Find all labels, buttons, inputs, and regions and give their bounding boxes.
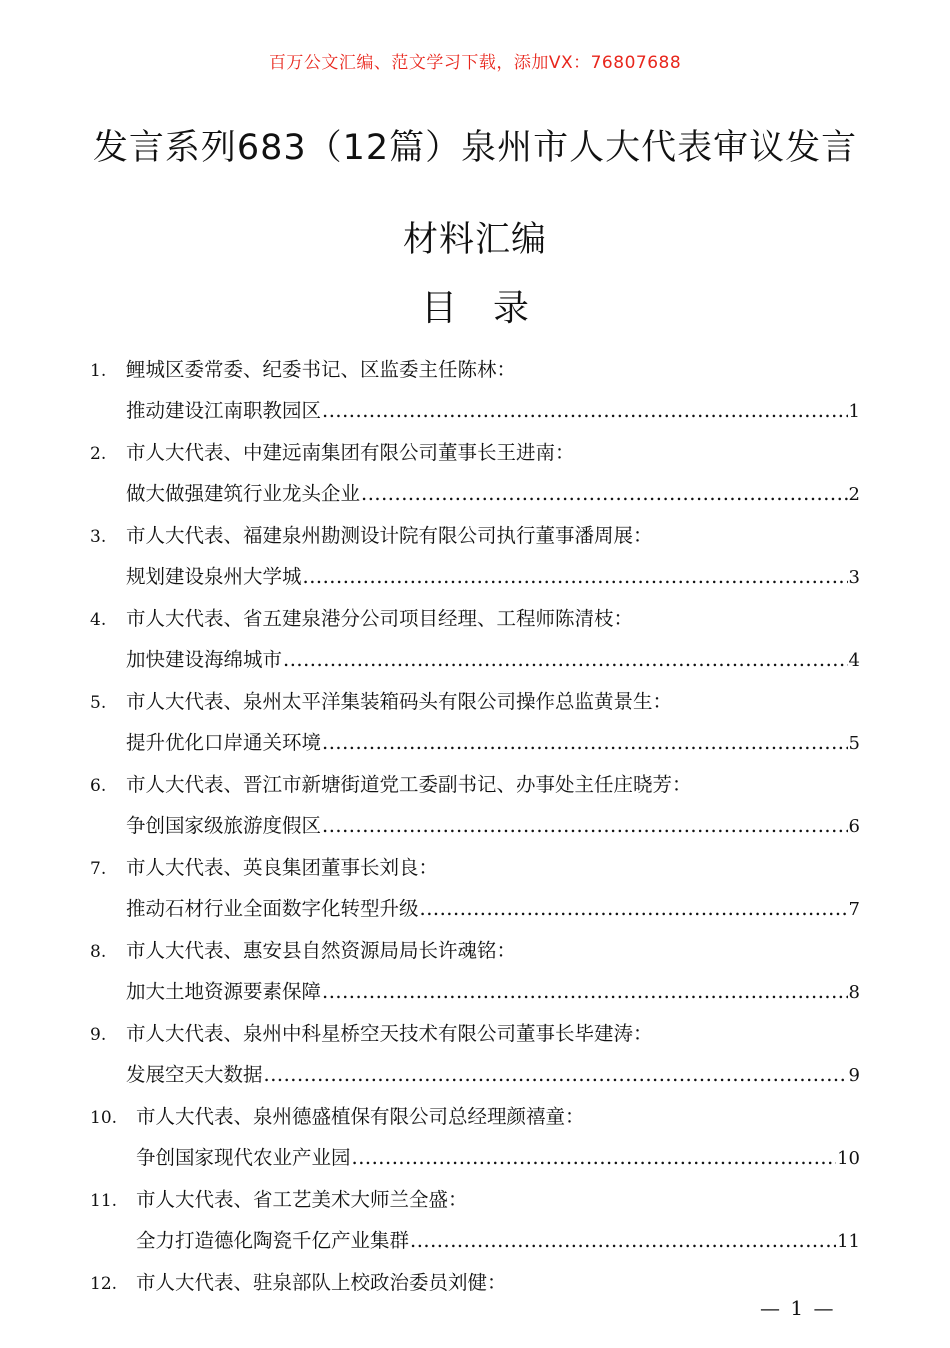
toc-entry-topic: 提升优化口岸通关环境 [126,731,322,754]
toc-entry-topic-line[interactable] [126,725,860,761]
toc-entry-number: 3. [90,527,107,547]
toc-dot-leader [322,393,848,429]
toc-dot-leader [322,725,848,761]
toc-entry-number: 11. [90,1191,118,1211]
toc-entry-speaker: 市人大代表、驻泉部队上校政治委员刘健： [136,1271,507,1294]
toc-entry-topic-line[interactable] [136,1223,860,1259]
toc-entry-speaker: 市人大代表、泉州中科星桥空天技术有限公司董事长毕建涛： [126,1022,653,1045]
toc-entry[interactable] [90,1016,860,1099]
toc-entry-number: 5. [90,693,107,713]
document-title-line-1: 发言系列683（12篇）泉州市人大代表审议发言 [92,128,858,168]
toc-entry-speaker: 市人大代表、英良集团董事长刘良： [126,856,439,879]
toc-entry-topic: 争创国家级旅游度假区 [126,814,322,837]
toc-entry-number: 1. [90,361,107,381]
toc-entry[interactable] [90,933,860,1016]
toc-entry[interactable] [90,601,860,684]
table-of-contents [90,352,860,1348]
toc-entry-speaker: 市人大代表、中建远南集团有限公司董事长王进南： [126,441,575,464]
toc-entry-speaker: 市人大代表、省工艺美术大师兰全盛： [136,1188,468,1211]
toc-dot-leader [283,642,848,678]
toc-entry-speaker-line [90,435,860,471]
toc-entry-page: 2 [848,484,860,505]
toc-entry-speaker-line [90,518,860,554]
toc-entry-speaker: 市人大代表、福建泉州勘测设计院有限公司执行董事潘周展： [126,524,653,547]
toc-entry-page: 11 [837,1231,860,1252]
toc-entry-page: 7 [848,899,860,920]
toc-entry[interactable] [90,518,860,601]
toc-entry-topic: 全力打造德化陶瓷千亿产业集群 [136,1229,410,1252]
page-number-footer: — 1 — [760,1296,836,1320]
toc-entry-speaker-line [90,352,860,388]
toc-entry-topic: 推动建设江南职教园区 [126,399,322,422]
toc-entry-speaker: 市人大代表、泉州德盛植保有限公司总经理颜禧童： [136,1105,585,1128]
toc-entry-number: 6. [90,776,107,796]
toc-heading: 目录 [420,288,565,329]
document-title-line-2: 材料汇编 [402,220,547,260]
toc-dot-leader [410,1223,836,1259]
toc-entry-topic: 发展空天大数据 [126,1063,263,1086]
toc-dot-leader [264,1057,848,1093]
toc-entry-topic-line[interactable] [126,559,860,595]
toc-entry-speaker: 市人大代表、惠安县自然资源局局长许魂铭： [126,939,517,962]
toc-entry-speaker: 市人大代表、泉州太平洋集装箱码头有限公司操作总监黄景生： [126,690,673,713]
toc-dot-leader [322,808,848,844]
toc-entry-topic: 争创国家现代农业产业园 [136,1146,351,1169]
toc-entry[interactable] [90,435,860,518]
toc-entry-number: 12. [90,1274,118,1294]
toc-entry-page: 3 [848,567,860,588]
toc-entry-topic-line[interactable] [126,393,860,429]
toc-entry-page: 10 [837,1148,860,1169]
toc-dot-leader [352,1140,837,1176]
toc-dot-leader [322,974,848,1010]
toc-entry[interactable] [90,850,860,933]
toc-entry-speaker-line [90,933,860,969]
toc-entry-page: 9 [848,1065,860,1086]
toc-entry-topic: 加大土地资源要素保障 [126,980,322,1003]
toc-dot-leader [303,559,848,595]
toc-entry-speaker-line [90,850,860,886]
toc-entry[interactable] [90,1099,860,1182]
toc-entry-topic-line[interactable] [126,1057,860,1093]
toc-dot-leader [420,891,848,927]
toc-entry-page: 6 [848,816,860,837]
toc-entry-speaker-line [90,767,860,803]
toc-entry[interactable] [90,1265,860,1348]
toc-entry-number: 4. [90,610,107,630]
toc-entry-topic: 做大做强建筑行业龙头企业 [126,482,361,505]
toc-entry-number: 7. [90,859,107,879]
toc-entry-topic: 推动石材行业全面数字化转型升级 [126,897,419,920]
toc-entry-speaker-line [90,684,860,720]
toc-entry-topic-line[interactable] [126,891,860,927]
toc-entry[interactable] [90,684,860,767]
toc-entry-topic-line[interactable] [126,808,860,844]
toc-entry-number: 10. [90,1108,118,1128]
toc-entry-page: 1 [848,401,860,422]
toc-entry-topic: 规划建设泉州大学城 [126,565,302,588]
toc-entry-topic-line[interactable] [136,1140,860,1176]
toc-entry[interactable] [90,1182,860,1265]
toc-entry-number: 8. [90,942,107,962]
toc-entry-topic-line[interactable] [126,642,860,678]
toc-entry-speaker-line [90,1182,860,1218]
toc-entry-speaker: 鲤城区委常委、纪委书记、区监委主任陈林： [126,358,517,381]
toc-entry-page: 5 [848,733,860,754]
toc-entry-speaker: 市人大代表、晋江市新塘街道党工委副书记、办事处主任庄晓芳： [126,773,692,796]
toc-dot-leader [361,476,848,512]
toc-entry-speaker: 市人大代表、省五建泉港分公司项目经理、工程师陈清枝： [126,607,634,630]
promo-banner: 百万公文汇编、范文学习下载，添加VX：76807688 [268,53,682,73]
toc-entry-topic-line[interactable] [126,974,860,1010]
toc-entry-number: 2. [90,444,107,464]
toc-entry-speaker-line [90,1016,860,1052]
toc-entry-topic: 加快建设海绵城市 [126,648,283,671]
toc-entry-speaker-line [90,1265,860,1301]
toc-entry[interactable] [90,352,860,435]
toc-entry-speaker-line [90,601,860,637]
toc-entry-number: 9. [90,1025,107,1045]
toc-entry-topic-line[interactable] [126,476,860,512]
toc-entry-speaker-line [90,1099,860,1135]
toc-entry-page: 8 [848,982,860,1003]
toc-entry[interactable] [90,767,860,850]
toc-entry-page: 4 [848,650,860,671]
